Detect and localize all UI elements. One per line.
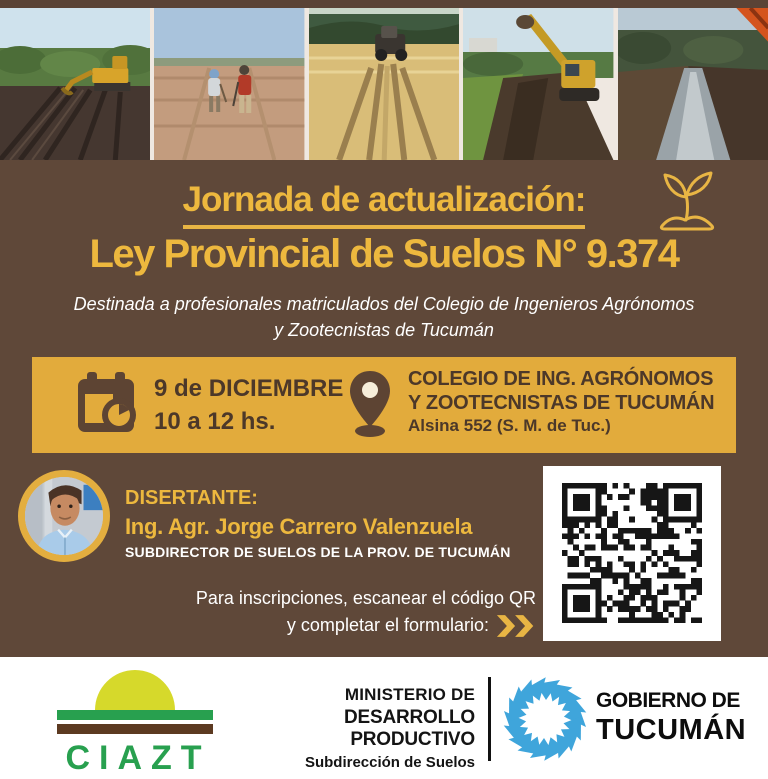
ministry-line-2: DESARROLLO PRODUCTIVO (343, 707, 475, 750)
title-line-1: Jornada de actualización: (183, 180, 586, 229)
inscription-line-2: y completar el formulario: (286, 615, 489, 635)
page-title (0, 180, 768, 220)
ciazt-green-bar (57, 710, 213, 720)
venue-name-line-2: Y ZOOTECNISTAS DE TUCUMÁN (408, 391, 715, 414)
speaker-name: Ing. Agr. Jorge Carrero Valenzuela (125, 514, 473, 539)
speaker-label: DISERTANTE: (125, 487, 258, 509)
ciazt-sun-icon (95, 670, 175, 710)
photo-excavator-channel (463, 8, 613, 160)
double-chevron-right-icon (496, 614, 536, 638)
photo-strip (0, 8, 768, 160)
gov-line-1: GOBIERNO DE (596, 689, 740, 712)
government-logo-text (596, 689, 746, 747)
ciazt-brown-bar (57, 724, 213, 734)
event-time: 10 a 12 hs. (154, 408, 276, 436)
speaker-block (125, 487, 511, 560)
top-border-bar (0, 0, 768, 8)
inscription-line-1: Para inscripciones, escanear el código QR (195, 588, 536, 608)
subtitle-line-1: Destinada a profesionales matriculados del Colegio de Ingenieros Agrónomos (73, 294, 695, 314)
photo-drainage-canal (618, 8, 768, 160)
photo-excavator-field (0, 8, 150, 160)
subtitle-line-2: y Zootecnistas de Tucumán (274, 320, 494, 341)
footer-divider (488, 677, 491, 761)
ministry-line-1: MINISTERIO DE (344, 685, 475, 704)
audience-subtitle (0, 291, 768, 343)
photo-soil-survey (154, 8, 304, 160)
calendar-clock-icon (76, 372, 140, 438)
speaker-avatar (18, 470, 110, 562)
venue-block (408, 368, 714, 438)
footer-logos (0, 657, 768, 779)
venue-name-line-1: COLEGIO DE ING. AGRÓNOMOS (408, 368, 714, 390)
title-line-2: Ley Provincial de Suelos N° 9.374 (89, 232, 679, 276)
inscription-note (196, 585, 536, 639)
event-date: 9 de DICIEMBRE (154, 375, 344, 402)
gov-line-2: TUCUMÁN (596, 714, 747, 746)
ministry-logo-text (230, 685, 475, 771)
schedule-block (154, 372, 343, 438)
ministry-line-3: Subdirección de Suelos (304, 754, 475, 771)
date-venue-band (32, 357, 736, 453)
main-panel (0, 160, 768, 657)
tucuman-pinwheel-logo (503, 677, 587, 761)
venue-address: Alsina 552 (S. M. de Tuc.) (408, 416, 611, 436)
ciazt-logo (57, 670, 213, 778)
qr-code[interactable] (562, 483, 702, 623)
location-pin-icon (346, 369, 394, 439)
ciazt-label: CIAZT (65, 739, 211, 777)
speaker-role: SUBDIRECTOR DE SUELOS DE LA PROV. DE TUCUMÁN (125, 544, 511, 560)
qr-card (543, 466, 721, 641)
photo-grader-wheat (309, 8, 459, 160)
